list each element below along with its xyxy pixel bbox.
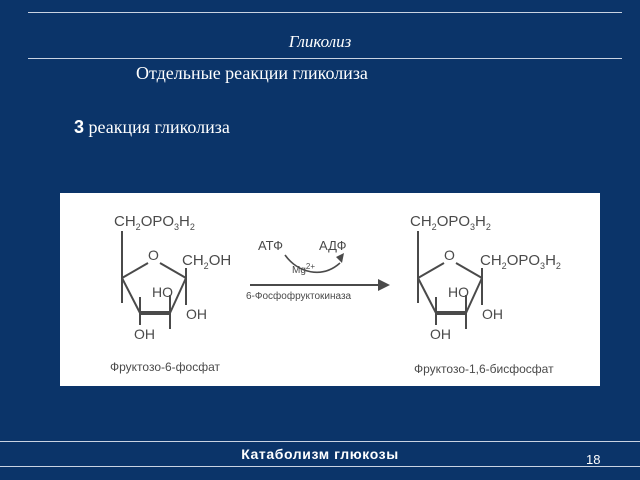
substrate-ho: HO — [152, 284, 173, 300]
footer-rule-top — [0, 441, 640, 442]
product-ch2opo3h2-top: $CH_2OPO_3H_2$ — [410, 213, 491, 232]
top-rule — [28, 12, 622, 13]
title-rule — [28, 58, 622, 59]
product-structure — [418, 231, 482, 329]
substrate-ring-oxygen: O — [148, 247, 159, 263]
substrate-oh-right: OH — [186, 306, 207, 322]
mg-label: $Mg^{2+}$ — [292, 262, 316, 276]
product-ring-oxygen: O — [444, 247, 455, 263]
reaction-figure — [60, 193, 600, 386]
product-ch2opo3h2-right: $CH_2OPO_3H_2$ — [480, 252, 561, 271]
footer-title: Катаболизм глюкозы — [241, 446, 399, 462]
atp-label: АТФ — [258, 238, 284, 253]
adp-label: АДФ — [319, 238, 347, 253]
reaction-number: 3 — [74, 117, 85, 137]
reaction-arrow — [250, 253, 390, 291]
page-number: 18 — [586, 452, 601, 467]
slide-subtitle: Отдельные реакции гликолиза — [136, 63, 368, 83]
enzyme-label: 6-Фосфофруктокиназа — [246, 291, 352, 302]
reaction-diagram — [60, 193, 600, 386]
footer-rule-bottom — [0, 466, 640, 467]
product-name: Фруктозо-1,6-бисфосфат — [414, 362, 554, 376]
product-oh-bottom: OH — [430, 326, 451, 342]
reaction-heading — [74, 117, 230, 138]
substrate-structure — [122, 231, 186, 329]
product-ho: HO — [448, 284, 469, 300]
product-oh-right: OH — [482, 306, 503, 322]
substrate-ch2oh: $CH_2OH$ — [182, 252, 232, 271]
reaction-text: реакция гликолиза — [84, 117, 230, 137]
substrate-oh-bottom: OH — [134, 326, 155, 342]
slide-title: Гликолиз — [288, 32, 352, 51]
substrate-ch2opo3h2: $CH_2OPO_3H_2$ — [114, 213, 195, 232]
substrate-name: Фруктозо-6-фосфат — [110, 360, 220, 374]
